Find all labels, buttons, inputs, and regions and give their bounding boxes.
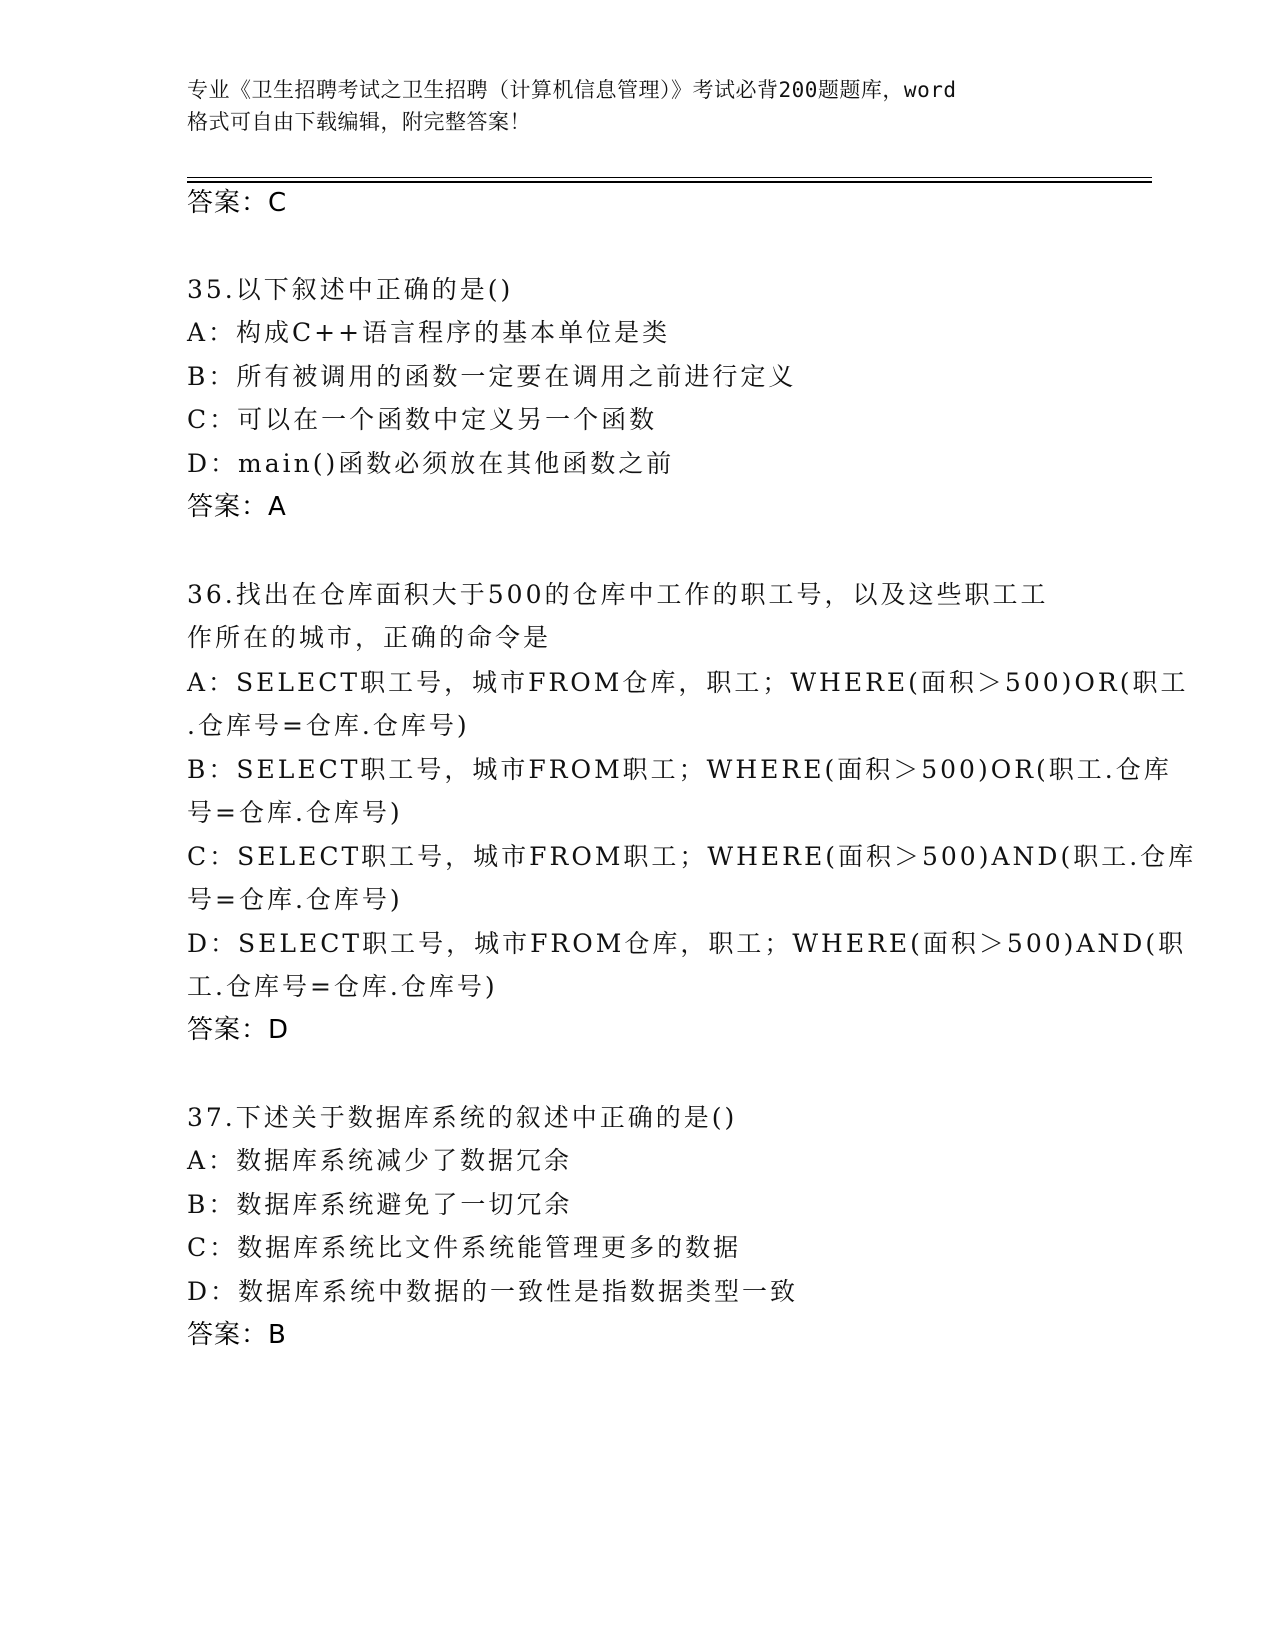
question-stem: 36.找出在仓库面积大于500的仓库中工作的职工号，以及这些职工工	[187, 580, 1049, 609]
option-d: D：SELECT职工号，城市FROM仓库，职工；WHERE(面积＞500)AND(职	[187, 929, 1187, 958]
option-b: B：所有被调用的函数一定要在调用之前进行定义	[187, 362, 797, 391]
option-d: D：main()函数必须放在其他函数之前	[187, 449, 675, 478]
answer: 答案：B	[187, 1320, 287, 1350]
question-stem: 37.下述关于数据库系统的叙述中正确的是()	[187, 1103, 738, 1132]
answer: 答案：D	[187, 1015, 290, 1045]
question-stem-continued: 作所在的城市，正确的命令是	[187, 623, 552, 652]
answer: 答案：A	[187, 492, 287, 522]
option-b-continued: 号=仓库.仓库号)	[187, 798, 403, 827]
option-b: B：SELECT职工号，城市FROM职工；WHERE(面积＞500)OR(职工.仓库	[187, 755, 1172, 784]
option-b: B：数据库系统避免了一切冗余	[187, 1190, 573, 1219]
option-c-continued: 号=仓库.仓库号)	[187, 885, 403, 914]
option-a: A：SELECT职工号，城市FROM仓库，职工；WHERE(面积＞500)OR(职工	[187, 668, 1189, 697]
header-divider-thin	[187, 177, 1152, 178]
option-c: C：数据库系统比文件系统能管理更多的数据	[187, 1233, 742, 1262]
header-divider-thick	[187, 181, 1152, 183]
option-c: C：可以在一个函数中定义另一个函数	[187, 405, 658, 434]
header-line-1: 专业《卫生招聘考试之卫生招聘（计算机信息管理）》考试必背200题题库，word	[187, 78, 957, 102]
header-line-2: 格式可自由下载编辑，附完整答案！	[187, 110, 531, 134]
document-header	[187, 74, 1087, 138]
question-stem: 35.以下叙述中正确的是()	[187, 275, 514, 304]
option-d: D：数据库系统中数据的一致性是指数据类型一致	[187, 1277, 799, 1306]
option-a: A：数据库系统减少了数据冗余	[187, 1146, 573, 1175]
previous-answer: 答案：C	[187, 188, 288, 218]
option-a: A：构成C++语言程序的基本单位是类	[187, 318, 671, 347]
option-d-continued: 工.仓库号=仓库.仓库号)	[187, 972, 498, 1001]
option-a-continued: .仓库号=仓库.仓库号)	[187, 711, 470, 740]
option-c: C：SELECT职工号，城市FROM职工；WHERE(面积＞500)AND(职工.仓库	[187, 842, 1197, 871]
